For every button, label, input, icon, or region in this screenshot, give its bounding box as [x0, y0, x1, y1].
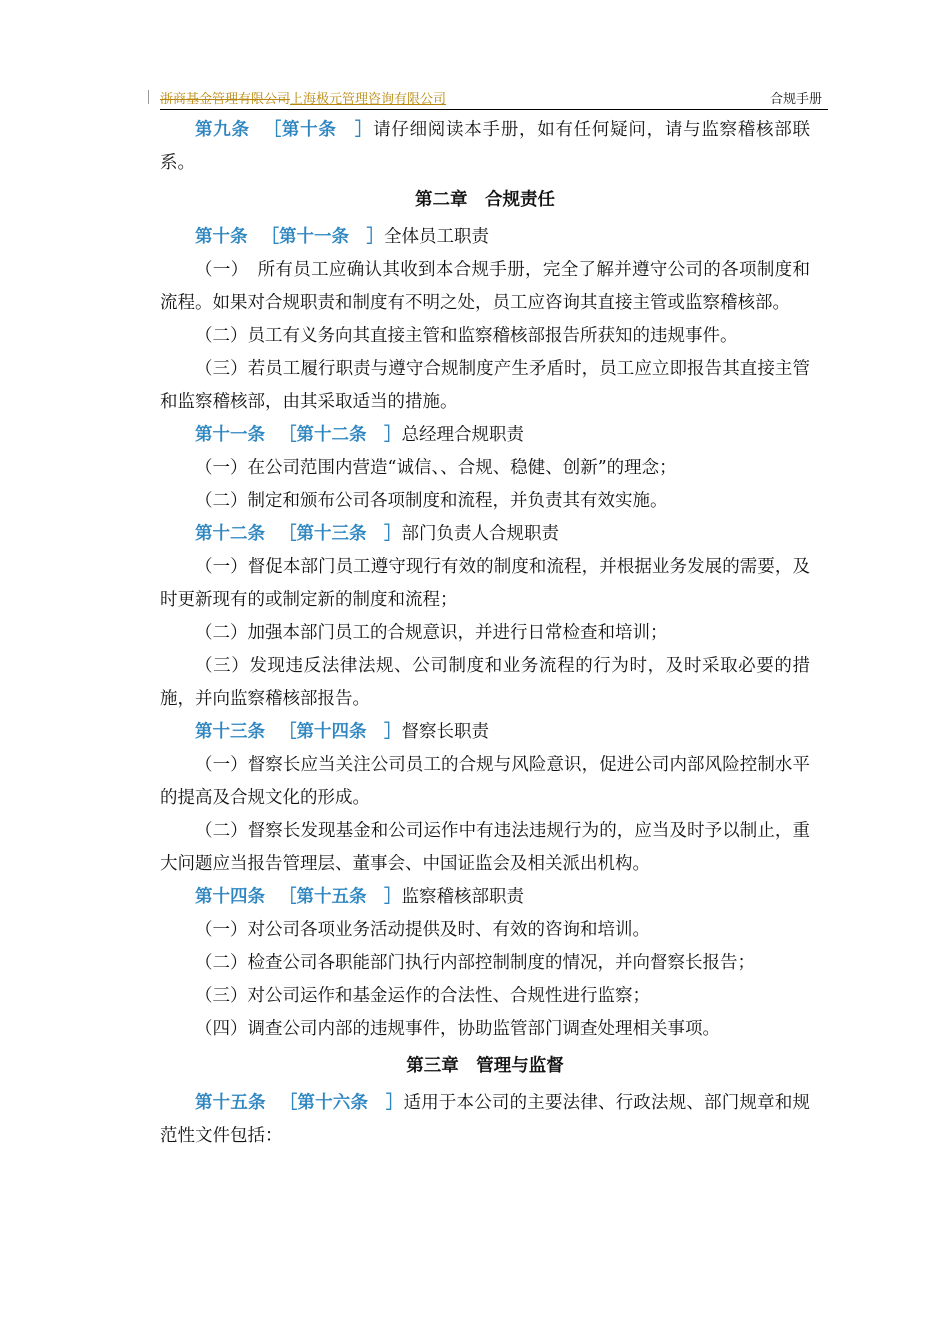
- revision-mark: [148, 90, 149, 104]
- clause-paragraph: （二）制定和颁布公司各项制度和流程，并负责其有效实施。: [195, 491, 668, 511]
- article-number-old: 第十四条: [195, 887, 265, 907]
- clause-paragraph: （三）对公司运作和基金运作的合法性、合规性进行监察；: [195, 986, 650, 1006]
- article-number-new: ［第十五条 ］: [279, 887, 402, 907]
- article-number: [195, 722, 402, 742]
- clause-paragraph: （三）若员工履行职责与遵守合规制度产生矛盾时，员工应立即报告其直接主管和监察稽核部，由其采取适当的措施。: [160, 359, 810, 412]
- article-number-new: ［第十六条 ］: [279, 1093, 404, 1113]
- clause-paragraph: （二）检查公司各职能部门执行内部控制制度的情况，并向督察长报告；: [195, 953, 755, 973]
- header-company: [160, 91, 446, 109]
- article-number-old: 第九条: [195, 120, 250, 140]
- article-number: [195, 1093, 404, 1113]
- article-paragraph: [160, 716, 810, 749]
- article-paragraph: [160, 221, 810, 254]
- article-text: 全体员工职责: [384, 227, 489, 247]
- chapter-heading: 第二章 合规责任: [415, 190, 555, 210]
- article-paragraph: [160, 1087, 810, 1153]
- header-doc-title: 合规手册: [769, 92, 822, 107]
- clause-paragraph: （二）加强本部门员工的合规意识，并进行日常检查和培训；: [195, 623, 668, 643]
- article-text: 适用于本公司的主要法律、行政法规、部门规章和规范性文件包括：: [160, 1093, 811, 1146]
- article-text: 总经理合规职责: [401, 425, 524, 445]
- clause-paragraph: （三）发现违反法律法规、公司制度和业务流程的行为时，及时采取必要的措施，并向监察稽核部报告。: [160, 656, 810, 709]
- article-number-old: 第十一条: [195, 425, 265, 445]
- clause-paragraph: （四）调查公司内部的违规事件，协助监管部门调查处理相关事项。: [195, 1019, 720, 1039]
- article-number: [195, 425, 402, 445]
- article-paragraph: [160, 518, 810, 551]
- article-number-new: ［第十一条 ］: [261, 227, 384, 247]
- document-body: [160, 114, 810, 1153]
- article-number-new: ［第十二条 ］: [279, 425, 402, 445]
- header-company-deleted: 浙商基金管理有限公司: [160, 92, 291, 107]
- article-text: 监察稽核部职责: [401, 887, 524, 907]
- article-paragraph: [160, 881, 810, 914]
- article-number-old: 第十二条: [195, 524, 265, 544]
- clause-paragraph: （一）督促本部门员工遵守现行有效的制度和流程，并根据业务发展的需要，及时更新现有的或制定新的制度和流程；: [160, 557, 810, 610]
- header-company-inserted: 上海极元管理咨询有限公司: [290, 92, 447, 107]
- chapter-heading: 第三章 管理与监督: [406, 1056, 564, 1076]
- article-number-new: ［第十四条 ］: [279, 722, 402, 742]
- article-text: 部门负责人合规职责: [401, 524, 559, 544]
- article-paragraph: [160, 419, 810, 452]
- article-number: [195, 227, 384, 247]
- article-number-old: 第十五条: [195, 1093, 266, 1113]
- article-number-old: 第十条: [195, 227, 248, 247]
- article-number-old: 第十三条: [195, 722, 265, 742]
- article-number-new: ［第十条 ］: [263, 120, 374, 140]
- page-header: [160, 91, 828, 110]
- clause-paragraph: （一） 所有员工应确认其收到本合规手册，完全了解并遵守公司的各项制度和流程。如果对合规职责和制度有不明之处，员工应咨询其直接主管或监察稽核部。: [160, 260, 810, 313]
- article-text: 请仔细阅读本手册，如有任何疑问，请与监察稽核部联系。: [160, 120, 810, 173]
- article-number: [195, 524, 402, 544]
- article-text: 督察长职责: [401, 722, 489, 742]
- clause-paragraph: （一）督察长应当关注公司员工的合规与风险意识，促进公司内部风险控制水平的提高及合规文化的形成。: [160, 755, 810, 808]
- article-paragraph: [160, 114, 810, 180]
- article-number-new: ［第十三条 ］: [279, 524, 402, 544]
- clause-paragraph: （二）员工有义务向其直接主管和监察稽核部报告所获知的违规事件。: [195, 326, 738, 346]
- clause-paragraph: （一）在公司范围内营造“诚信、、合规、稳健、创新”的理念；: [195, 458, 677, 478]
- clause-paragraph: （一）对公司各项业务活动提供及时、有效的咨询和培训。: [195, 920, 650, 940]
- clause-paragraph: （二）督察长发现基金和公司运作中有违法违规行为的，应当及时予以制止，重大问题应当报告管理层、董事会、中国证监会及相关派出机构。: [160, 821, 810, 874]
- article-number: [195, 120, 373, 140]
- article-number: [195, 887, 402, 907]
